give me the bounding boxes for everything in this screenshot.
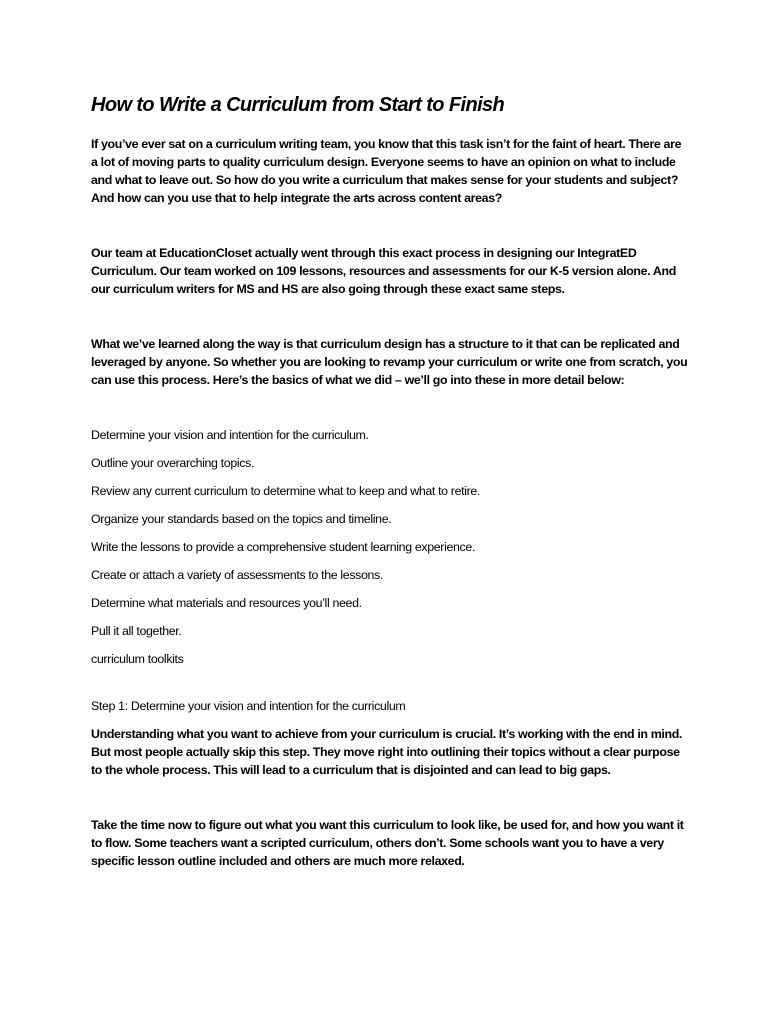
list-item: Organize your standards based on the topics and timeline.: [91, 512, 392, 526]
list-item: Determine what materials and resources you’ll need.: [91, 596, 362, 610]
list-item: Create or attach a variety of assessments to the lessons.: [91, 568, 384, 582]
list-item: Outline your overarching topics.: [91, 456, 255, 470]
intro-paragraph-3: What we’ve learned along the way is that curriculum design has a structure to it that can be replicated and leveraged by anyone. So whether you are looking to revamp your curriculum or write one from scratch, you can use this process. Here’s the basics of what we did – we’ll go into these in more detail below:: [91, 337, 688, 387]
list-item: Pull it all together.: [91, 624, 182, 638]
list-item: Review any current curriculum to determine what to keep and what to retire.: [91, 484, 481, 498]
intro-paragraph-2: Our team at EducationCloset actually went through this exact process in designing our IntegratED Curriculum. Our team worked on 109 lessons, resources and assessments for our K-5 version alone. And our curriculum writers for MS and HS are also going through these exact same steps.: [91, 246, 676, 296]
page-title: How to Write a Curriculum from Start to Finish: [91, 94, 505, 116]
step1-paragraph-2: Take the time now to figure out what you want this curriculum to look like, be used for, and how you want it to flow. Some teachers want a scripted curriculum, others don’t. Some schools want you to have a very specific lesson outline included and others are much more relaxed.: [91, 818, 684, 868]
intro-paragraph-1: If you’ve ever sat on a curriculum writing team, you know that this task isn’t for the faint of heart. There are a lot of moving parts to quality curriculum design. Everyone seems to have an opinion on what to include and what to leave out. So how do you write a curriculum that makes sense for your students and subject? And how can you use that to help integrate the arts across content areas?: [91, 137, 682, 205]
list-item: Determine your vision and intention for the curriculum.: [91, 428, 369, 442]
step1-paragraph-1: Understanding what you want to achieve from your curriculum is crucial. It’s working with the end in mind. But most people actually skip this step. They move right into outlining their topics without a clear purpose to the whole process. This will lead to a curriculum that is disjointed and can lead to big gaps.: [91, 727, 683, 777]
list-item: Write the lessons to provide a comprehensive student learning experience.: [91, 540, 476, 554]
steps-list: [91, 426, 688, 678]
list-item: curriculum toolkits: [91, 652, 184, 666]
step1-heading: Step 1: Determine your vision and intention for the curriculum: [91, 699, 406, 713]
